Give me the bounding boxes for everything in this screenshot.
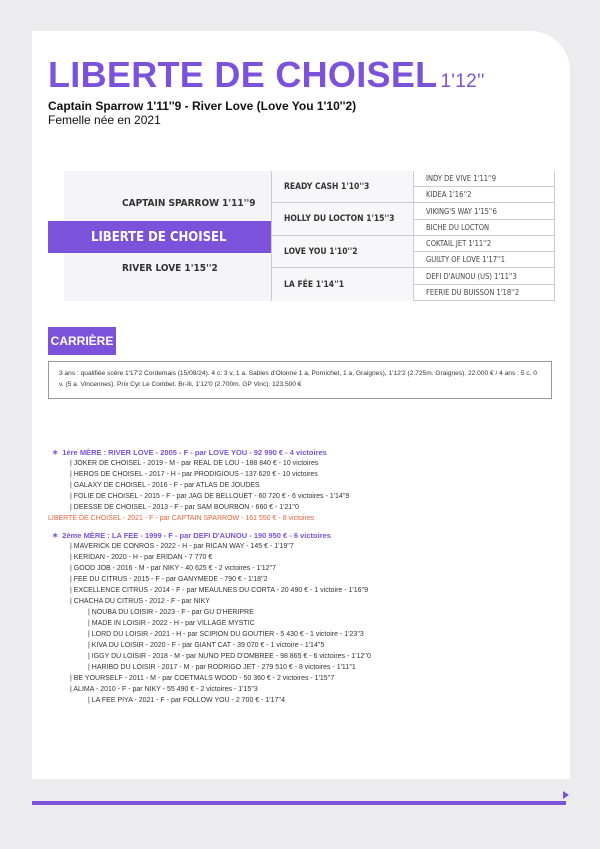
- pedigree-grandparent: LOVE YOU 1'10''2: [271, 236, 413, 268]
- document-card: [32, 31, 570, 779]
- star-icon: ✶: [52, 531, 59, 540]
- list-item-text: | MADE IN LOISIR - 2022 - H - par VILLAGE MYSTIC: [88, 620, 255, 627]
- list-item-text: | MAVERICK DE CONROS - 2022 - H - par RICAN WAY - 145 € - 1'19''7: [70, 543, 294, 550]
- list-item: [48, 662, 558, 673]
- list-item-text: | NOUBA DU LOISIR - 2023 - F - par GU D'HERIPRE: [88, 609, 254, 616]
- list-item: [48, 585, 558, 596]
- list-item-text: LIBERTE DE CHOISEL - 2021 - F - par CAPTAIN SPARROW - 161 550 € - 8 victoires: [48, 515, 315, 522]
- pedigree-great-grandparent: KIDEA 1'16''2: [413, 187, 555, 203]
- mother-heading: [48, 530, 558, 541]
- pedigree-great-grandparent: VIKING'S WAY 1'15''6: [413, 203, 555, 220]
- career-box: 3 ans : qualifiée scère 1'17'2 Cordemais (15/08/24). 4 c: 3 v, 1 a. Sables d'Olonne 1 a, Pornichet, 1 a, Graignes), 1'12'2 (2.725m. Graignes). 22.000 € / 4 ans : 5 c. 0 v. (5 a. Vincennes). Prix Cyr Le Combet. Br-Ili, 1'12'0 (2.700m. GP Vinc). 123.500 €: [48, 361, 552, 399]
- list-item-text: | ALIMA - 2010 - F - par NIKY - 55 490 € - 2 victoires - 1'15''3: [70, 686, 258, 693]
- list-item-text: | DEESSE DE CHOISEL - 2013 - F - par SAM BOURBON - 660 € - 1'21''0: [70, 504, 299, 511]
- list-item: [48, 574, 558, 585]
- pedigree-grandparent: READY CASH 1'10''3: [271, 171, 413, 203]
- list-item-text: 2ème MÈRE : LA FEE - 1999 - F - par DEFI D'AUNOU - 190 950 € - 6 victoires: [62, 531, 331, 540]
- page-title: [48, 55, 485, 102]
- list-item-text: | EXCELLENCE CITRUS - 2014 - F - par MEAULNES DU CORTA - 20 490 € - 1 victoire - 1'16''9: [70, 587, 369, 594]
- list-item: [48, 618, 558, 629]
- list-item-text: | HEROS DE CHOISEL - 2017 - H - par PRODIGIOUS - 137 620 € - 10 victoires: [70, 471, 318, 478]
- pedigree-great-grandparent: INDY DE VIVE 1'11''9: [413, 171, 555, 187]
- list-item: [48, 491, 558, 502]
- mother-heading: [48, 447, 558, 458]
- breeding-line: Captain Sparrow 1'11''9 - River Love (Love You 1'10''2): [48, 99, 357, 113]
- pedigree-great-grandparent: GUILTY OF LOVE 1'17''1: [413, 252, 555, 268]
- pedigree-great-grandparent: DEFI D'AUNOU (US) 1'11''3: [413, 268, 555, 285]
- footer-bar: [32, 801, 566, 805]
- list-item: [48, 563, 558, 574]
- career-heading: CARRIÈRE: [48, 327, 116, 355]
- pedigree-great-grandparent: FEERIE DU BUISSON 1'18''2: [413, 285, 555, 301]
- pedigree-grandparent: HOLLY DU LOCTON 1'15''3: [271, 203, 413, 236]
- list-item: [48, 552, 558, 563]
- horse-name: LIBERTE DE CHOISEL: [48, 54, 438, 95]
- list-item-text: | IGGY DU LOISIR - 2018 - M - par NUNO PED D'OMBREE - 98 865 € - 6 victoires - 1'12''0: [88, 653, 371, 660]
- list-item-text: | HARIBO DU LOISIR - 2017 - M - par RODRIGO JET - 279 510 € - 8 victoires - 1'11''1: [88, 664, 356, 671]
- list-item: [48, 541, 558, 552]
- highlight-entry: [48, 513, 558, 524]
- next-page-arrow-icon: [563, 791, 569, 799]
- pedigree-grandparent: LA FÉE 1'14''1: [271, 268, 413, 301]
- list-item-text: | JOKER DE CHOISEL - 2019 - M - par REAL DE LOU - 188 840 € - 10 victoires: [70, 460, 319, 467]
- list-item-text: | CHACHA DU CITRUS - 2012 - F - par NIKY: [70, 598, 210, 605]
- list-item: [48, 596, 558, 607]
- list-item: [48, 640, 558, 651]
- pedigree-great-grandparent: BICHE DU LOCTON: [413, 220, 555, 236]
- list-item: [48, 480, 558, 491]
- list-item-text: | GALAXY DE CHOISEL - 2016 - F - par ATLAS DE JOUDES: [70, 482, 260, 489]
- list-item-text: | LORD DU LOISIR - 2021 - H - par SCIPION DU GOUTIER - 5 430 € - 1 victoire - 1'23''3: [88, 631, 364, 638]
- list-item: [48, 695, 558, 706]
- list-item: [48, 629, 558, 640]
- list-item-text: | GOOD JOB - 2016 - M - par NIKY - 40 625 € - 2 victoires - 1'12''7: [70, 565, 277, 572]
- list-item-text: | FOLIE DE CHOISEL - 2015 - F - par JAG DE BELLOUET - 60 720 € - 6 victoires - 1'14''9: [70, 493, 350, 500]
- list-item-text: | BE YOURSELF - 2011 - M - par COETMALS WOOD - 50 360 € - 2 victoires - 1'15''7: [70, 675, 335, 682]
- list-item-text: | KIVA DU LOISIR - 2020 - F - par GIANT CAT - 39 070 € - 1 victoire - 1'14''5: [88, 642, 325, 649]
- list-item: [48, 607, 558, 618]
- list-item-text: | LA FEE PIYA - 2021 - F - par FOLLOW YOU - 2 700 € - 1'17''4: [88, 697, 285, 704]
- pedigree-great-grandparent: COKTAIL JET 1'11''2: [413, 236, 555, 252]
- pedigree-horse: LIBERTE DE CHOISEL: [48, 221, 271, 253]
- list-item: [48, 458, 558, 469]
- list-item-text: | KERIDAN - 2020 - H - par ERIDAN - 7 770 €: [70, 554, 213, 561]
- horse-info: Femelle née en 2021: [48, 113, 161, 127]
- pedigree-table: [48, 171, 558, 301]
- pedigree-dam: RIVER LOVE 1'15''2: [64, 236, 271, 301]
- horse-time: 1'12'': [440, 71, 485, 92]
- list-item-text: 1ère MÈRE : RIVER LOVE - 2005 - F - par LOVE YOU - 92 990 € - 4 victoires: [62, 448, 327, 457]
- list-item: [48, 673, 558, 684]
- list-item: [48, 502, 558, 513]
- list-item: [48, 651, 558, 662]
- list-item: [48, 469, 558, 480]
- list-item-text: | FEE DU CITRUS - 2015 - F - par GANYMEDE - 790 € - 1'18''2: [70, 576, 268, 583]
- list-item: [48, 684, 558, 695]
- star-icon: ✶: [52, 448, 59, 457]
- pedigree-sire: CAPTAIN SPARROW 1'11''9: [64, 171, 271, 236]
- family-list: [48, 447, 558, 706]
